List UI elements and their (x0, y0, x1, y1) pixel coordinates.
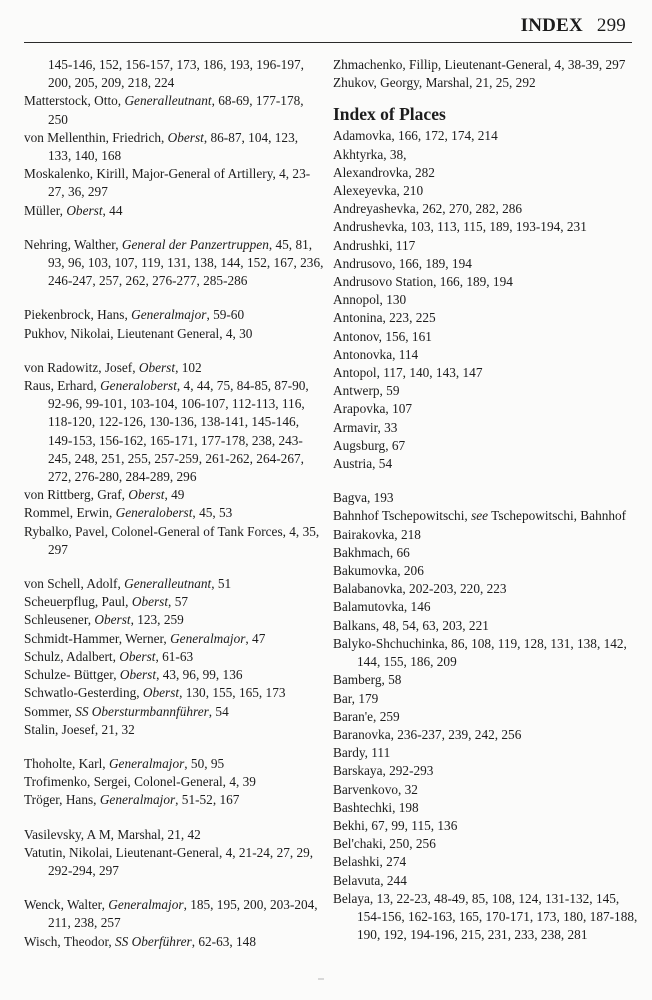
place-entry (333, 762, 638, 780)
place-entry (333, 382, 638, 400)
place-entry (333, 799, 638, 817)
index-entry (24, 773, 324, 791)
place-entry (333, 200, 638, 218)
place-text: Balamutovka, 146 (333, 599, 431, 615)
place-entry (333, 291, 638, 309)
place-entry (333, 273, 638, 291)
entry-rank: General der Panzertruppen (121, 236, 269, 252)
entry-name: Pukhov, Nikolai, Lieutenant General, 4, 30 (24, 325, 253, 341)
entry-pages: , 68-69, 177-178, 250 (48, 93, 304, 127)
place-entry (333, 708, 638, 726)
place-entry (333, 400, 638, 418)
place-entry (333, 781, 638, 799)
entry-name: Wenck, Walter, (24, 897, 109, 913)
index-entry (24, 611, 324, 629)
place-text: Baran'e, 259 (333, 708, 400, 724)
entry-name: von Mellenthin, Friedrich, (24, 129, 168, 145)
place-text: Bashtechki, 198 (333, 799, 419, 815)
entry-rank: SS Obersturmbannführer (75, 703, 209, 719)
place-entry (333, 164, 638, 182)
entry-rank: Generalmajor (108, 755, 185, 771)
place-text: Bairakovka, 218 (333, 526, 421, 542)
place-entry (333, 182, 638, 200)
entry-pages: , 59-60 (206, 307, 245, 323)
page-mark (318, 978, 324, 980)
place-text: Arapovka, 107 (333, 401, 413, 417)
entry-rank: Generalmajor (170, 630, 246, 646)
index-entry (24, 359, 324, 377)
entry-pages: , 57 (168, 594, 188, 610)
entry-rank: Generalmajor (131, 307, 207, 323)
entry-name: Trofimenko, Sergei, Colonel-General, 4, 39 (24, 774, 256, 790)
entry-pages: , 4, 44, 75, 84-85, 87-90, 92-96, 99-101, 103-104, 106-107, 112-113, 116, 118-120, 122-126, 130-136, 138-141, 145-146, 149-153, 156-162, 165-171, 177-178, 238, 243-245, 248, 251, 255, 257-259, 261-262, 264-267, 272, 276-280, 284-289, 296 (48, 378, 309, 485)
place-text: Balkans, 48, 54, 63, 203, 221 (333, 617, 489, 633)
entry-name: Piekenbrock, Hans, (24, 307, 132, 323)
entry-pages: , 185, 195, 200, 203-204, 211, 238, 257 (48, 897, 318, 931)
entry-rank: Oberst (167, 129, 204, 145)
entry-name: Schmidt-Hammer, Werner, (24, 630, 171, 646)
entry-rank: Generalleutnant (124, 576, 212, 592)
index-entry (24, 56, 324, 92)
entry-pages: , 45, 53 (192, 505, 233, 521)
place-entry (333, 346, 638, 364)
place-entry (333, 817, 638, 835)
place-text: Bekhi, 67, 99, 115, 136 (333, 817, 458, 833)
index-entry (24, 523, 324, 559)
place-text: Bakhmach, 66 (333, 544, 410, 560)
index-entry (24, 593, 324, 611)
place-text: Bahnhof Tschepowitschi, (333, 508, 472, 524)
place-text: Alexandrovka, 282 (333, 164, 435, 180)
entry-rank: Generaloberst (100, 378, 177, 394)
place-entry (333, 598, 638, 616)
place-text: Antonov, 156, 161 (333, 328, 432, 344)
entry-name: Tröger, Hans, (24, 792, 100, 808)
place-text: Akhtyrka, 38, (333, 146, 407, 162)
entry-name: Raus, Erhard, (24, 378, 101, 394)
letter-group-gap (24, 220, 324, 236)
place-text: Balabanovka, 202-203, 220, 223 (333, 581, 507, 597)
place-text: Austria, 54 (333, 456, 393, 472)
entry-rank: Oberst (119, 648, 156, 664)
entry-pages: , 44 (102, 202, 123, 218)
index-entry (24, 236, 324, 291)
entry-name: Moskalenko, Kirill, Major-General of Artillery, 4, 23-27, 36, 297 (24, 166, 311, 200)
letter-group-gap (333, 473, 638, 489)
entry-name: Rybalko, Pavel, Colonel-General of Tank Forces, 4, 35, 297 (24, 523, 320, 557)
index-entry (24, 129, 324, 165)
place-entry (333, 437, 638, 455)
section-heading-index-of-places: Index of Places (333, 104, 446, 125)
place-text: Adamovka, 166, 172, 174, 214 (333, 128, 498, 144)
index-of-places-list (333, 127, 638, 944)
entry-name: Stalin, Joesef, 21, 32 (24, 721, 135, 737)
index-entry (24, 504, 324, 522)
place-entry (333, 872, 638, 890)
place-entry (333, 507, 638, 525)
place-text: Barskaya, 292-293 (333, 763, 434, 779)
entry-rank: Generalmajor (108, 897, 184, 913)
place-text: Andrusovo Station, 166, 189, 194 (333, 274, 513, 290)
index-entry (24, 630, 324, 648)
entry-name: Nehring, Walther, (24, 236, 122, 252)
running-head (521, 15, 626, 37)
entry-name: von Rittberg, Graf, (24, 487, 129, 503)
place-entry (333, 455, 638, 473)
place-text: Andrusovo, 166, 189, 194 (333, 255, 472, 271)
place-entry (333, 890, 638, 945)
place-entry (333, 544, 638, 562)
entry-name: Schleusener, (24, 612, 95, 628)
entry-name: Müller, (24, 202, 67, 218)
entry-rank: Generalmajor (99, 792, 176, 808)
entry-name: Rommel, Erwin, (24, 505, 116, 521)
entry-pages: , 102 (175, 359, 202, 375)
place-text: Antopol, 117, 140, 143, 147 (333, 365, 483, 381)
entry-rank: Oberst (131, 594, 169, 610)
index-entry (24, 486, 324, 504)
entry-rank: Oberst (142, 685, 180, 701)
entry-pages: 145-146, 152, 156-157, 173, 186, 193, 196-197, 200, 205, 209, 218, 224 (48, 57, 304, 91)
see-target: Tschepowitschi, Bahnhof (488, 508, 627, 524)
index-entry (24, 844, 324, 880)
place-entry (333, 726, 638, 744)
entry-pages: , 45, 81, 93, 96, 103, 107, 119, 131, 138, 144, 152, 167, 236, 246-247, 257, 262, 276-277, 285-286 (48, 236, 324, 289)
entry-pages: , 43, 96, 99, 136 (156, 667, 243, 683)
index-entry (24, 325, 324, 343)
place-text: Andrushki, 117 (333, 237, 416, 253)
entry-rank: SS Oberführer (115, 933, 192, 949)
place-text: Bel'chaki, 250, 256 (333, 836, 436, 852)
place-entry (333, 419, 638, 437)
index-entry (24, 202, 324, 220)
entry-name: Schwatlo-Gesterding, (24, 685, 143, 701)
place-entry (333, 526, 638, 544)
running-head-title: INDEX (520, 15, 583, 36)
page-header (24, 12, 632, 43)
index-entry (24, 703, 324, 721)
entry-rank: Oberst (66, 202, 103, 218)
entry-pages: , 61-63 (155, 648, 194, 664)
index-entry (24, 826, 324, 844)
place-text: Bamberg, 58 (333, 672, 402, 688)
place-entry (333, 580, 638, 598)
place-entry (333, 617, 638, 635)
place-entry (333, 635, 638, 671)
entry-name: Sommer, (24, 703, 76, 719)
index-of-people-tail (333, 56, 638, 92)
entry-name: von Radowitz, Josef, (24, 359, 139, 375)
place-text: Belashki, 274 (333, 854, 407, 870)
entry-name: Matterstock, Otto, (24, 93, 125, 109)
place-entry (333, 364, 638, 382)
index-entry (24, 896, 324, 932)
index-entry (24, 165, 324, 201)
entry-name: Thoholte, Karl, (24, 755, 109, 771)
place-text: Annopol, 130 (333, 292, 407, 308)
entry-rank: Generaloberst (115, 505, 193, 521)
place-entry (333, 146, 638, 164)
index-entry: Zhmachenko, Fillip, Lieutenant-General, 4, 38-39, 297 (333, 57, 626, 72)
letter-group-gap (24, 880, 324, 896)
place-text: Andreyashevka, 262, 270, 282, 286 (333, 201, 523, 217)
index-entry (24, 684, 324, 702)
entry-name: Wisch, Theodor, (24, 933, 116, 949)
letter-group-gap (24, 290, 324, 306)
entry-name: Schulz, Adalbert, (24, 648, 120, 664)
letter-group-gap (24, 810, 324, 826)
entry-rank: Oberst (138, 359, 176, 375)
place-entry (333, 690, 638, 708)
index-entry (24, 791, 324, 809)
letter-group-gap (24, 559, 324, 575)
place-text: Armavir, 33 (333, 419, 398, 435)
entry-name: Vatutin, Nikolai, Lieutenant-General, 4, 21-24, 27, 29, 292-294, 297 (24, 844, 314, 878)
entry-pages: , 123, 259 (130, 612, 184, 628)
entry-pages: , 51-52, 167 (175, 792, 240, 808)
place-text: Bagva, 193 (333, 490, 394, 506)
place-text: Augsburg, 67 (333, 437, 406, 453)
place-entry (333, 835, 638, 853)
place-text: Alexeyevka, 210 (333, 183, 424, 199)
place-entry (333, 127, 638, 145)
index-of-people-column (24, 56, 324, 951)
entry-pages: , 49 (164, 487, 185, 503)
place-entry (333, 744, 638, 762)
entry-rank: Oberst (119, 667, 157, 683)
index-entry (24, 92, 324, 128)
letter-group-gap (24, 739, 324, 755)
index-entry (24, 666, 324, 684)
entry-pages: , 54 (208, 703, 229, 719)
place-entry (333, 853, 638, 871)
index-right-column (333, 56, 638, 944)
place-entry (333, 255, 638, 273)
entry-rank: Oberst (128, 487, 165, 503)
place-text: Balyko-Shchuchinka, 86, 108, 119, 128, 131, 138, 142, 144, 155, 186, 209 (333, 635, 627, 670)
entry-pages: , 62-63, 148 (191, 933, 256, 949)
place-entry (333, 671, 638, 689)
index-entry (24, 755, 324, 773)
entry-name: Schulze- Büttger, (24, 667, 120, 683)
see-reference: see (471, 508, 489, 524)
place-entry (333, 237, 638, 255)
place-entry (333, 328, 638, 346)
entry-pages: , 130, 155, 165, 173 (179, 685, 286, 701)
index-entry (24, 933, 324, 951)
place-text: Belavuta, 244 (333, 872, 407, 888)
entry-name: Vasilevsky, A M, Marshal, 21, 42 (24, 826, 201, 842)
place-entry (333, 562, 638, 580)
letter-group-gap (24, 343, 324, 359)
place-entry (333, 309, 638, 327)
place-text: Belaya, 13, 22-23, 48-49, 85, 108, 124, 131-132, 145, 154-156, 162-163, 165, 170-171, 173, 180, 187-188, 190, 192, 194-196, 215, 231, 233, 238, 281 (333, 890, 638, 943)
place-entry (333, 489, 638, 507)
place-entry (333, 218, 638, 236)
index-entry (24, 721, 324, 739)
index-entry (24, 575, 324, 593)
place-text: Andrushevka, 103, 113, 115, 189, 193-194, 231 (333, 219, 587, 235)
place-text: Baranovka, 236-237, 239, 242, 256 (333, 726, 522, 742)
index-entry (24, 648, 324, 666)
entry-pages: , 86-87, 104, 123, 133, 140, 168 (48, 129, 299, 164)
entry-name: Scheuerpflug, Paul, (24, 594, 132, 610)
index-entry (24, 306, 324, 324)
entry-rank: Generalleutnant (124, 93, 212, 109)
index-entry (24, 377, 324, 486)
entry-name: von Schell, Adolf, (24, 576, 125, 592)
place-text: Barvenkovo, 32 (333, 781, 418, 797)
entry-pages: , 50, 95 (184, 755, 225, 771)
page-number: 299 (596, 15, 626, 36)
place-text: Antonovka, 114 (333, 346, 419, 362)
place-text: Bardy, 111 (333, 745, 391, 761)
entry-pages: , 51 (211, 576, 232, 592)
entry-pages: , 47 (245, 630, 266, 646)
place-text: Bakumovka, 206 (333, 563, 424, 579)
place-text: Antonina, 223, 225 (333, 310, 436, 326)
index-entry: Zhukov, Georgy, Marshal, 21, 25, 292 (333, 75, 536, 91)
place-text: Antwerp, 59 (333, 383, 400, 399)
entry-rank: Oberst (94, 612, 131, 628)
place-text: Bar, 179 (333, 690, 379, 706)
